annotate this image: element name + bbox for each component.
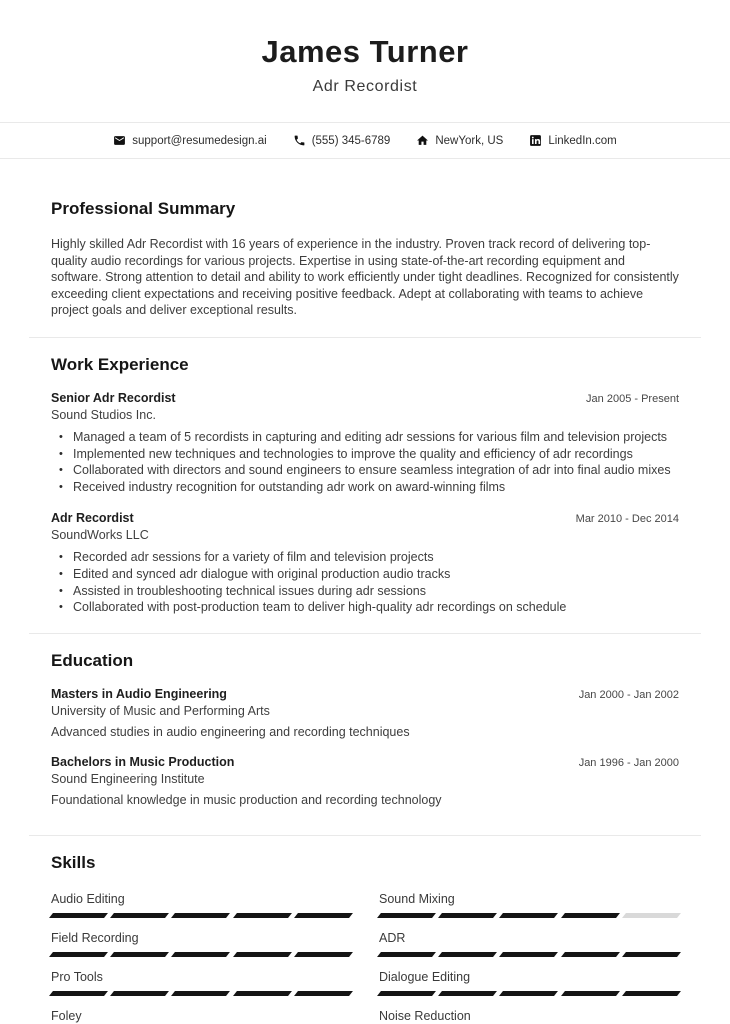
job-list (51, 391, 679, 616)
experience-heading: Work Experience (51, 354, 189, 374)
skill-bar-segment (49, 991, 108, 996)
skill-bar-segment (499, 952, 558, 957)
email-icon (113, 134, 126, 147)
skill-name: Dialogue Editing (379, 969, 471, 984)
skill-name: Sound Mixing (379, 891, 455, 906)
job-head (51, 391, 679, 405)
education-school: Sound Engineering Institute (51, 771, 205, 786)
contact-linkedin-text: LinkedIn.com (548, 134, 617, 147)
person-job-title: Adr Recordist (312, 78, 418, 95)
skill-bar-segment (499, 913, 558, 918)
education-head (51, 755, 679, 769)
job-bullet: • Edited and synced adr dialogue with original production audio tracks (65, 566, 679, 583)
contact-phone[interactable] (293, 134, 391, 147)
skill-bar-segment (377, 913, 436, 918)
divider (29, 633, 701, 634)
skill-bar-segment (171, 991, 230, 996)
education-school: University of Music and Performing Arts (51, 703, 270, 718)
skill-bar-segment (561, 991, 620, 996)
skill-item (379, 970, 679, 996)
job-bullet: • Received industry recognition for outstanding adr work on award-winning films (65, 479, 679, 496)
skill-level-bar (379, 991, 679, 996)
education-description: Foundational knowledge in music production and recording technology (51, 792, 442, 807)
skill-bar-segment (294, 952, 353, 957)
skill-name: Foley (51, 1008, 82, 1023)
education-list (51, 687, 679, 807)
skill-level-bar (51, 952, 351, 957)
contact-email[interactable] (113, 134, 266, 147)
resume-header (51, 0, 679, 96)
education-dates: Jan 2000 - Jan 2002 (578, 688, 679, 701)
skill-bar-segment (171, 913, 230, 918)
person-name: James Turner (261, 34, 469, 69)
skills-grid (51, 892, 679, 1024)
skill-bar-segment (377, 991, 436, 996)
skill-bar-segment (499, 991, 558, 996)
skill-item (379, 1009, 679, 1024)
skill-bar-segment (233, 991, 292, 996)
job-title: Adr Recordist (51, 511, 134, 526)
contact-email-text: support@resumedesign.ai (132, 134, 267, 147)
skill-item (51, 892, 351, 918)
job-dates: Mar 2010 - Dec 2014 (575, 513, 679, 526)
skill-level-bar (379, 952, 679, 957)
skill-name: Pro Tools (51, 969, 103, 984)
section-skills (51, 853, 679, 1024)
job-company: Sound Studios Inc. (51, 407, 156, 422)
contact-location-text: NewYork, US (435, 134, 504, 147)
job-dates: Jan 2005 - Present (586, 392, 679, 405)
job-company: SoundWorks LLC (51, 528, 149, 543)
phone-icon (293, 134, 306, 147)
job-bullet-list (65, 429, 679, 495)
skill-bar-segment (110, 952, 169, 957)
skill-bar-segment (377, 952, 436, 957)
skill-bar-segment (233, 952, 292, 957)
job-bullet: • Collaborated with post-production team to deliver high-quality adr recordings on schedule (65, 599, 679, 616)
section-professional-summary (51, 199, 679, 319)
education-description: Advanced studies in audio engineering and recording techniques (51, 724, 410, 739)
skills-heading: Skills (51, 852, 96, 872)
skill-name: Audio Editing (51, 891, 125, 906)
job-bullet: • Implemented new techniques and technologies to improve the quality and efficiency of adr recordings (65, 446, 679, 463)
skill-bar-segment (561, 952, 620, 957)
education-degree: Bachelors in Music Production (51, 754, 235, 769)
skill-bar-segment (49, 952, 108, 957)
skill-name: Noise Reduction (379, 1008, 471, 1023)
job-bullet: • Collaborated with directors and sound engineers to ensure seamless integration of adr into final audio mixes (65, 462, 679, 479)
skill-bar-segment (622, 991, 681, 996)
contact-bar (0, 122, 730, 159)
skill-bar-segment (49, 913, 108, 918)
skill-item (51, 1009, 351, 1024)
skill-level-bar (379, 913, 679, 918)
skill-name: ADR (379, 930, 406, 945)
linkedin-icon (529, 134, 542, 147)
home-icon (416, 134, 429, 147)
contact-location[interactable] (416, 134, 503, 147)
divider (29, 337, 701, 338)
skill-bar-segment (233, 913, 292, 918)
divider (29, 835, 701, 836)
skill-item (379, 892, 679, 918)
summary-text: Highly skilled Adr Recordist with 16 years of experience in the industry. Proven track record of delivering top-quality audio recordings for various projects. Expertise in using state-of-the-art recording equipment and software. Strong attention to detail and ability to work efficiently under tight deadlines. Recognized for consistently exceeding client expectations and receiving positive feedback. Adept at collaborating with teams to achieve project goals and deliver exceptional results. (51, 237, 679, 318)
job-bullet-list (65, 549, 679, 615)
skill-bar-segment (294, 991, 353, 996)
contact-phone-text: (555) 345-6789 (311, 134, 391, 147)
skill-bar-segment (110, 913, 169, 918)
skill-level-bar (51, 991, 351, 996)
skill-bar-segment (110, 991, 169, 996)
education-head (51, 687, 679, 701)
skill-item (51, 931, 351, 957)
summary-heading: Professional Summary (51, 199, 236, 218)
job-bullet: • Managed a team of 5 recordists in capturing and editing adr sessions for various film and television projects (65, 429, 679, 446)
education-entry (51, 755, 679, 807)
job-bullet: • Recorded adr sessions for a variety of film and television projects (65, 549, 679, 566)
education-dates: Jan 1996 - Jan 2000 (578, 756, 679, 769)
job-entry (51, 511, 679, 615)
section-education (51, 651, 679, 835)
job-title: Senior Adr Recordist (51, 390, 176, 405)
skill-bar-segment (561, 913, 620, 918)
education-heading: Education (51, 650, 134, 670)
contact-linkedin[interactable] (529, 134, 616, 147)
education-entry (51, 687, 679, 739)
skill-bar-segment (622, 952, 681, 957)
skill-bar-segment (171, 952, 230, 957)
skill-bar-segment (438, 952, 497, 957)
job-bullet: • Assisted in troubleshooting technical issues during adr sessions (65, 583, 679, 600)
skill-name: Field Recording (51, 930, 139, 945)
skill-bar-segment (294, 913, 353, 918)
section-work-experience (51, 355, 679, 633)
job-entry (51, 391, 679, 495)
skill-item (51, 970, 351, 996)
job-head (51, 511, 679, 525)
skill-bar-segment (622, 913, 681, 918)
skill-level-bar (51, 913, 351, 918)
skill-item (379, 931, 679, 957)
skill-bar-segment (438, 991, 497, 996)
education-degree: Masters in Audio Engineering (51, 686, 227, 701)
skill-bar-segment (438, 913, 497, 918)
